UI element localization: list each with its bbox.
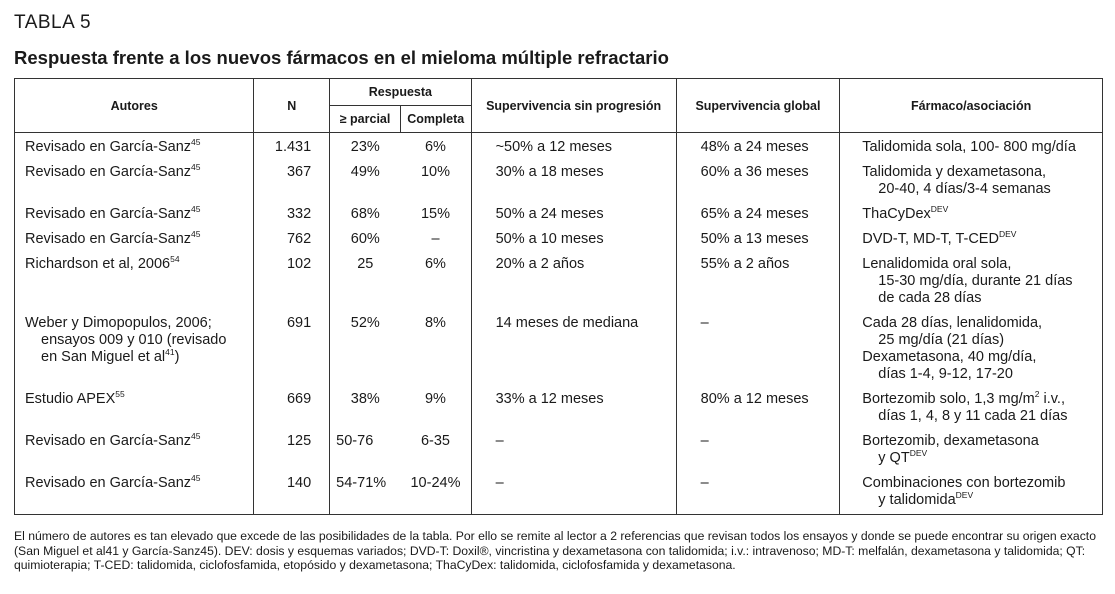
ref: 45 [191,162,201,173]
header-complete: Completa [400,106,471,133]
n-value: 762 [254,228,330,253]
author: Revisado en García-Sanz [25,164,192,180]
pfs-value: 20% a 2 años [471,253,676,312]
drug-line: y talidomida$^{DEV}$ [878,490,974,508]
drug-line: Cada 28 días, lenalidomida, [862,315,1043,331]
drug-line: días 1-4, 9-12, 17-20 [878,366,1013,382]
ref: 45 [191,137,201,148]
drug-line: Lenalidomida oral sola, [862,256,1012,272]
pfs-value: 30% a 18 meses [471,161,676,203]
partial-value: 38% [330,388,401,430]
ref: 45 [191,204,201,215]
drug-value: Talidomida sola, 100- 800 mg/día [840,133,1103,162]
author: Revisado en García-Sanz [25,433,192,449]
n-value: 1.431 [254,133,330,162]
drug-line: días 1, 4, 8 y 11 cada 21 días [878,408,1068,424]
drug-line: Talidomida y dexametasona, [862,164,1047,180]
drug-line: Bortezomib solo, 1,3 $mg/m^2$ i.v., [862,389,1065,407]
drug-line: Combinaciones con bortezomib [862,475,1066,491]
ref: 54 [170,254,180,265]
author: Revisado en García-Sanz [25,139,192,155]
os-value: 60% a 36 meses [676,161,840,203]
author-line: ensayos 009 y 010 (revisado [41,332,227,348]
table-footnote: El número de autores es tan elevado que excede de las posibilidades de la tabla. Por ello se remite al lector a 2 referencias que revisan todos los ensayos y donde se puede encontrar su origen exacto (San Miguel et al41 y García-Sanz45). DEV: dosis y esquemas variados; DVD-T: Doxil®, vincristina y dexametasona con talidomida; i.v.: intravenoso; MD-T: melfalán, dexametasona y talidomida; QT: quimioterapia; T-CED: talidomida, ciclofosfamida, etopósido y dexametasona; ThaCyDex: talidomida, ciclofosfamida y dexametasona. [14,529,1096,572]
results-table [14,78,1103,515]
table-label: TABLA 5 [14,12,92,33]
drug-line: Bortezomib, dexametasona [862,433,1039,449]
header-response: Respuesta [330,79,471,106]
pfs-value: ~50% a 12 meses [471,133,676,162]
drug-value [840,161,1103,203]
author: Revisado en García-Sanz [25,231,192,247]
complete-value: – [400,228,471,253]
os-value: 48% a 24 meses [676,133,840,162]
drug-line: 15-30 mg/día, durante 21 días [878,273,1073,289]
table-row [15,133,1103,162]
header-partial: ≥ parcial [330,106,401,133]
author: Richardson et al, 2006 [25,256,171,272]
drug-value [840,228,1103,253]
partial-value: 50-76 [330,430,401,472]
drug-line: 25 mg/día (21 días) [878,332,1005,348]
table-row [15,203,1103,228]
header-drug: Fármaco/asociación [840,79,1103,133]
pfs-value: 33% a 12 meses [471,388,676,430]
os-value: – [676,430,840,472]
complete-value: 9% [400,388,471,430]
drug-sup: DEV [998,229,1017,240]
complete-value: 10-24% [400,472,471,515]
n-value: 140 [254,472,330,515]
drug-value [840,253,1103,312]
table-title: Respuesta frente a los nuevos fármacos en el mieloma múltiple refractario [14,47,669,68]
table-row [15,228,1103,253]
drug-line: DVD-T, MD-T, T-CED [862,231,999,247]
n-value: 669 [254,388,330,430]
partial-value: 52% [330,312,401,388]
pfs-value: – [471,430,676,472]
partial-value: 68% [330,203,401,228]
table-row [15,472,1103,515]
drug-value [840,472,1103,515]
drug-value [840,203,1103,228]
table-row [15,430,1103,472]
n-value: 102 [254,253,330,312]
table-row [15,312,1103,388]
partial-value: 60% [330,228,401,253]
os-value: – [676,472,840,515]
header-os: Supervivencia global [676,79,840,133]
os-value: – [676,312,840,388]
drug-value [840,312,1103,388]
drug-value [840,430,1103,472]
os-value: 80% a 12 meses [676,388,840,430]
author: Revisado en García-Sanz [25,475,192,491]
drug-line: Dexametasona, 40 mg/día, [862,349,1037,365]
complete-value: 6% [400,133,471,162]
complete-value: 15% [400,203,471,228]
ref: 45 [191,473,201,484]
table-row [15,388,1103,430]
os-value: 50% a 13 meses [676,228,840,253]
partial-value: 49% [330,161,401,203]
n-value: 332 [254,203,330,228]
partial-value: 23% [330,133,401,162]
header-authors: Autores [15,79,254,133]
author-line: en San Miguel et $al^{41}$) [41,347,180,365]
complete-value: 8% [400,312,471,388]
author: Revisado en García-Sanz [25,206,192,222]
drug-line: ThaCyDex [862,206,931,222]
ref: 45 [191,431,201,442]
table-row [15,161,1103,203]
ref: 55 [115,389,125,400]
drug-value [840,388,1103,430]
n-value: 125 [254,430,330,472]
partial-value: 25 [330,253,401,312]
os-value: 55% a 2 años [676,253,840,312]
header-n: N [254,79,330,133]
author: Estudio APEX [25,391,116,407]
os-value: 65% a 24 meses [676,203,840,228]
pfs-value: – [471,472,676,515]
drug-line: 20-40, 4 días/3-4 semanas [878,181,1051,197]
partial-value: 54-71% [330,472,401,515]
author-line: Weber y Dimopopulos, 2006; [25,315,212,331]
drug-sup: DEV [930,204,949,215]
table-row [15,253,1103,312]
ref: 45 [191,229,201,240]
n-value: 691 [254,312,330,388]
n-value: 367 [254,161,330,203]
pfs-value: 50% a 24 meses [471,203,676,228]
complete-value: 10% [400,161,471,203]
pfs-value: 50% a 10 meses [471,228,676,253]
drug-line: de cada 28 días [878,290,982,306]
pfs-value: 14 meses de mediana [471,312,676,388]
header-pfs: Supervivencia sin progresión [471,79,676,133]
drug-line: y $QT^{DEV}$ [878,448,928,466]
complete-value: 6% [400,253,471,312]
complete-value: 6-35 [400,430,471,472]
